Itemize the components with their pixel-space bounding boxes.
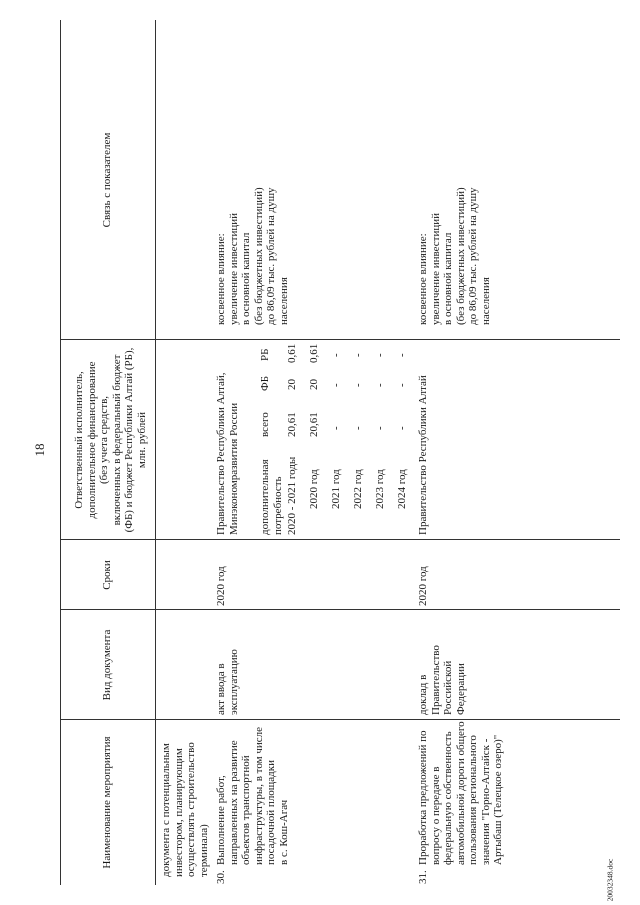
fin-row-label: 2021 год — [330, 469, 342, 509]
continuation-text — [160, 742, 210, 877]
header-executor-line: (без учета средств, — [98, 395, 110, 485]
fin-row-rb: - — [396, 353, 408, 357]
fin-row-total: 20,61 — [286, 412, 298, 437]
item-31-executor-line: Правительство Республики Алтай — [417, 375, 429, 535]
item-31-number: 31. — [417, 870, 429, 884]
fin-rb-header: РБ — [259, 348, 271, 361]
continuation-line: документа с потенциальным — [160, 743, 172, 877]
item-30-name-line: в с. Кош-Агач — [277, 799, 290, 865]
item-30-link-line: косвенное влияние: — [215, 233, 227, 325]
fin-row-label: 2024 год — [396, 469, 408, 509]
fin-row-rb: - — [352, 353, 364, 357]
item-30-name-line: Выполнение работ, — [215, 775, 227, 865]
item-31-term: 2020 год — [417, 566, 429, 606]
fin-row-fb: - — [330, 383, 342, 387]
item-31-doc-line: доклад в — [417, 674, 429, 715]
item-31-name-line: автомобильной дороги общего — [454, 721, 467, 865]
item-31-name-line: пользования регионального — [467, 735, 479, 865]
item-30-link-line: (без бюджетных инвестиций) — [252, 187, 265, 325]
fin-row-fb: - — [352, 383, 364, 387]
fin-row-label: 2020 - 2021 годы — [286, 456, 298, 535]
item-30-name — [215, 727, 290, 865]
footer-file-name: 20032348.doc — [605, 858, 615, 902]
header-link: Связь с показателем — [101, 132, 114, 228]
item-30-name-line: направленных на развитие — [227, 740, 240, 865]
fin-row-label: 2022 год — [352, 469, 364, 509]
fin-need-label — [259, 459, 284, 535]
fin-row-rb: 0,61 — [286, 343, 298, 363]
item-31-doc-line: Правительство — [429, 645, 442, 715]
continuation-line: инвестором, планирующим — [172, 748, 185, 877]
item-31-doc — [417, 645, 467, 715]
fin-row-total: - — [396, 426, 408, 430]
page-number: 18 — [32, 443, 47, 457]
fin-row-label: 2020 год — [308, 469, 320, 509]
item-30-number: 30. — [215, 870, 227, 884]
item-31-link-line: увеличение инвестиций — [429, 212, 442, 325]
continuation-line: терминала) — [197, 824, 210, 877]
item-31-name-line: Артыбаш (Телецкое озеро)" — [492, 734, 504, 865]
fin-need-line: потребность — [271, 476, 284, 535]
fin-row-total: - — [352, 426, 364, 430]
item-31-link-line: (без бюджетных инвестиций) — [454, 187, 467, 325]
item-30-doc — [215, 649, 240, 715]
fin-total-header: всего — [259, 412, 271, 437]
item-30-link-line: населения — [277, 277, 290, 325]
header-executor-line: млн. рублей — [135, 411, 148, 469]
item-31-link-line: в основной капитал — [442, 232, 454, 325]
fin-need-line: дополнительная — [259, 459, 271, 535]
item-30-link — [215, 187, 290, 325]
fin-row-fb: - — [396, 383, 408, 387]
item-31-link — [417, 187, 492, 325]
item-30-name-line: инфраструктуры, в том числе — [252, 727, 265, 865]
header-terms: Сроки — [101, 560, 114, 590]
item-31-link-line: населения — [479, 277, 492, 325]
fin-row-rb: - — [330, 353, 342, 357]
rotated-table — [60, 20, 620, 885]
item-31-executor — [417, 375, 430, 535]
item-31-name-line: федеральную собственность — [442, 731, 454, 865]
item-31-name — [417, 721, 505, 865]
fin-fb-header: ФБ — [259, 375, 271, 391]
fin-row-total: - — [374, 426, 386, 430]
item-31-name-line: значения "Горно-Алтайск - — [479, 738, 492, 865]
continuation-line: осуществлять строительство — [185, 742, 197, 877]
item-31-name-line: Проработка предложений по — [417, 730, 429, 865]
fin-row-rb: - — [374, 353, 386, 357]
item-30-doc-line: акт ввода в — [215, 663, 227, 715]
item-31-link-line: косвенное влияние: — [417, 233, 429, 325]
item-30-executor — [215, 373, 240, 536]
header-executor-line: дополнительное финансирование — [85, 361, 98, 519]
item-30-executor-line: Минэкономразвития России — [227, 402, 240, 535]
item-31-doc-line: Российской — [442, 660, 454, 715]
header-executor-line: включенных в федеральный бюджет — [110, 354, 123, 526]
fin-row-fb: - — [374, 383, 386, 387]
fin-row-fb: 20 — [286, 379, 298, 390]
item-30-term: 2020 год — [215, 566, 227, 606]
item-30-doc-line: эксплуатацию — [227, 649, 240, 715]
item-30-link-line: до 86,09 тыс. рублей на душу — [265, 187, 277, 325]
header-name: Наименование мероприятия — [101, 736, 114, 869]
fin-row-fb: 20 — [308, 379, 320, 390]
header-executor — [60, 340, 158, 540]
fin-row-total: - — [330, 426, 342, 430]
item-31-doc-line: Федерации — [454, 663, 467, 715]
header-executor-line: (ФБ) и бюджет Республики Алтай (РБ), — [123, 347, 135, 533]
header-doc-type: Вид документа — [101, 629, 114, 701]
item-31-name-line: вопросу о передаче в — [429, 766, 442, 865]
item-31-link-line: до 86,09 тыс. рублей на душу — [467, 187, 479, 325]
fin-row-total: 20,61 — [308, 412, 320, 437]
item-30-name-line: объектов транспортной — [240, 755, 252, 865]
item-30-link-line: увеличение инвестиций — [227, 212, 240, 325]
fin-row-label: 2023 год — [374, 469, 386, 509]
item-30-link-line: в основной капитал — [240, 232, 252, 325]
header-executor-line: Ответственный исполнитель, — [73, 371, 85, 509]
fin-row-rb: 0,61 — [308, 343, 320, 363]
item-30-executor-line: Правительство Республики Алтай, — [215, 372, 227, 535]
item-30-name-line: посадочной площадки — [265, 760, 277, 865]
